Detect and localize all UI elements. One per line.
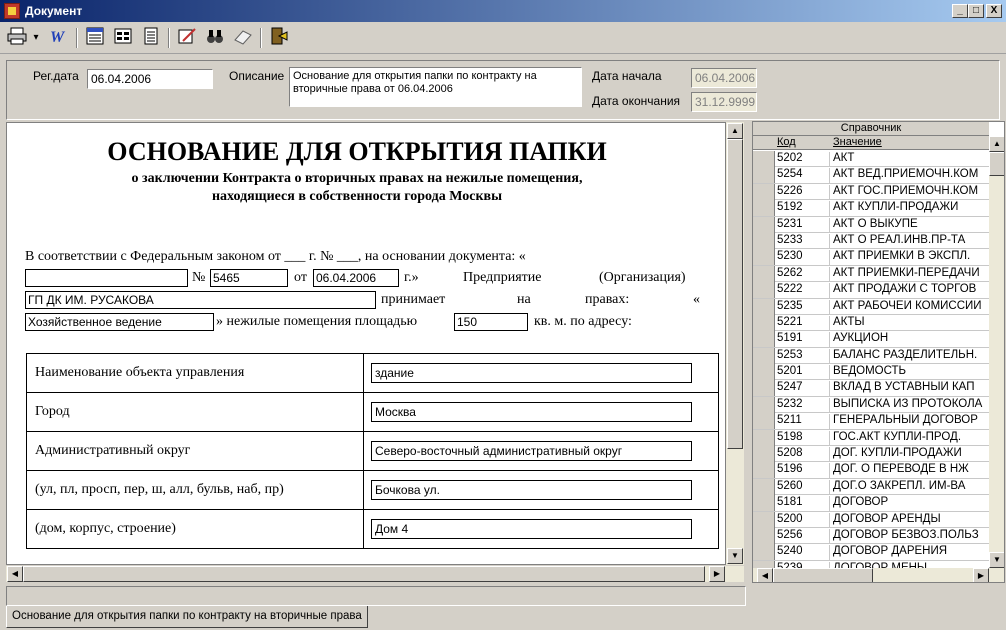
close-button[interactable]: X (986, 4, 1002, 18)
row-indicator (753, 462, 775, 478)
reference-value: ДОГ. О ПЕРЕВОДЕ В НЖ (829, 463, 989, 478)
scroll-down-icon[interactable]: ▼ (727, 548, 743, 564)
reference-code: 5231 (777, 217, 803, 230)
list-item[interactable] (753, 430, 989, 446)
regdate-field[interactable]: 06.04.2006 (87, 69, 213, 89)
list-item[interactable] (753, 282, 989, 298)
scroll-down-icon[interactable]: ▼ (989, 552, 1005, 568)
scroll-thumb[interactable] (989, 152, 1005, 176)
from-label: от (294, 270, 307, 285)
table-row (27, 354, 719, 393)
object-name-label: Наименование объекта управления (27, 354, 364, 393)
reference-code: 5211 (777, 414, 802, 427)
reference-value: ДОГОВОР БЕЗВОЗ.ПОЛЬЗ (829, 529, 989, 544)
reference-value: АКТ КУПЛИ-ПРОДАЖИ (829, 201, 989, 216)
year-suffix: г.» (404, 270, 419, 285)
table-row (27, 510, 719, 549)
page-icon[interactable] (140, 27, 162, 49)
building-label: (дом, корпус, строение) (27, 510, 364, 549)
table-row (27, 393, 719, 432)
district-field[interactable]: Северо-восточный административный округ (371, 441, 692, 461)
building-field[interactable]: Дом 4 (371, 519, 692, 539)
window-title: Документ (25, 4, 83, 18)
reference-value: АКТ (829, 152, 989, 167)
scroll-left-icon[interactable]: ◀ (757, 568, 773, 583)
law-reference-text: В соответствии с Федеральным законом от ___ г. № ___, на основании документа: « (25, 249, 526, 264)
area-text: » нежилые помещения площадью (216, 314, 418, 329)
row-indicator (753, 233, 775, 249)
document-horizontal-scrollbar[interactable] (6, 565, 744, 582)
minimize-button[interactable]: _ (952, 4, 968, 18)
list-item[interactable] (753, 495, 989, 511)
description-label: Описание (229, 69, 285, 83)
scroll-up-icon[interactable]: ▲ (989, 136, 1005, 152)
reference-code: 5196 (777, 463, 803, 476)
district-label: Административный округ (27, 432, 364, 471)
list-item[interactable] (753, 380, 989, 396)
reference-value: АКТ РАБОЧЕЙ КОМИССИИ (829, 300, 989, 315)
edit-icon[interactable] (176, 27, 198, 49)
code-column-header[interactable]: Код (777, 136, 796, 148)
list-item[interactable] (753, 331, 989, 347)
number-label: № (192, 270, 206, 285)
row-indicator (753, 299, 775, 315)
organization-label: (Организация) (599, 270, 686, 285)
list-item[interactable] (753, 200, 989, 216)
open-quote: « (693, 292, 700, 307)
row-indicator (753, 315, 775, 331)
list-item[interactable] (753, 446, 989, 462)
reference-code: 5247 (777, 381, 803, 394)
reference-code: 5232 (777, 397, 803, 410)
reference-value: АУКЦИОН (829, 332, 989, 347)
document-number-field[interactable]: 5465 (210, 269, 288, 287)
row-indicator (753, 512, 775, 528)
binoculars-icon[interactable] (204, 27, 226, 49)
hscroll-thumb[interactable] (23, 566, 705, 582)
reference-code: 5222 (777, 283, 803, 296)
enterprise-label: Предприятие (463, 270, 542, 285)
reference-code: 5230 (777, 250, 803, 263)
row-indicator (753, 495, 775, 511)
organization-name-field[interactable]: ГП ДК ИМ. РУСАКОВА (25, 291, 376, 309)
reference-code: 5240 (777, 545, 803, 558)
value-column-header[interactable]: Значение (833, 136, 882, 148)
reference-header (753, 136, 989, 150)
reference-code: 5200 (777, 512, 803, 525)
on-label: на (517, 292, 531, 307)
document-subtitle-1: о заключении Контракта о вторичных правах на нежилые помещения, (131, 171, 583, 186)
row-indicator (753, 282, 775, 298)
reference-value: ВЕДОМОСТЬ (829, 365, 989, 380)
row-indicator (753, 479, 775, 495)
reference-value: ГОС.АКТ КУПЛИ-ПРОД. (829, 431, 989, 446)
reference-code: 5202 (777, 152, 803, 164)
document-title: ОСНОВАНИЕ ДЛЯ ОТКРЫТИЯ ПАПКИ (107, 137, 607, 166)
reference-value: ДОГОВОР ДАРЕНИЯ (829, 545, 989, 560)
document-name-field[interactable] (25, 269, 188, 287)
reference-horizontal-scrollbar[interactable] (753, 568, 1005, 583)
app-icon (4, 3, 20, 19)
street-label: (ул, пл, просп, пер, ш, алл, бульв, наб, пр) (27, 471, 364, 510)
table-row (27, 471, 719, 510)
street-field[interactable]: Бочкова ул. (371, 480, 692, 500)
document-view (6, 122, 726, 565)
reference-value: АКТ ПРИЕМКИ В ЭКСПЛ. (829, 250, 989, 265)
form-icon[interactable] (112, 27, 134, 49)
row-indicator (753, 167, 775, 183)
reference-value: АКТ ПРОДАЖИ С ТОРГОВ (829, 283, 989, 298)
reference-code: 5262 (777, 266, 803, 279)
object-info-table (26, 353, 719, 549)
reference-code: 5198 (777, 430, 803, 443)
row-indicator (753, 331, 775, 347)
city-field[interactable]: Москва (371, 402, 692, 422)
reference-code: 5192 (777, 201, 803, 214)
area-field[interactable]: 150 (454, 313, 528, 331)
reference-value: ДОГОВОР АРЕНДЫ (829, 513, 989, 528)
row-indicator (753, 413, 775, 429)
row-indicator (753, 397, 775, 413)
reference-value: АКТ О РЕАЛ.ИНВ.ПР-ТА (829, 234, 989, 249)
document-date-field[interactable]: 06.04.2006 (313, 269, 399, 287)
list-item[interactable] (753, 299, 989, 315)
list-item[interactable] (753, 184, 989, 200)
list-item[interactable] (753, 364, 989, 380)
exit-icon[interactable] (268, 27, 290, 49)
list-item[interactable] (753, 348, 989, 364)
scroll-left-icon[interactable]: ◀ (7, 566, 23, 582)
scroll-thumb[interactable] (727, 139, 743, 449)
status-bar (6, 586, 746, 606)
list-item[interactable] (753, 167, 989, 183)
reference-value: ДОГ. КУПЛИ-ПРОДАЖИ (829, 447, 989, 462)
list-item[interactable] (753, 233, 989, 249)
reference-title: Справочник (753, 122, 989, 136)
table-row (27, 432, 719, 471)
row-indicator (753, 446, 775, 462)
list-item[interactable] (753, 397, 989, 413)
description-field[interactable]: Основание для открытия папки по контракту на вторичные права от 06.04.2006 (289, 67, 582, 107)
right-type-field[interactable]: Хозяйственное ведение (25, 313, 214, 331)
row-indicator (753, 544, 775, 560)
document-subtitle-2: находящиеся в собственности города Москвы (211, 189, 503, 204)
row-indicator (753, 380, 775, 396)
address-text: кв. м. по адресу: (534, 314, 632, 329)
accepts-label: принимает (381, 292, 446, 307)
list-item[interactable] (753, 249, 989, 265)
reference-value: АКТ О ВЫКУПЕ (829, 218, 989, 233)
reference-value: ГЕНЕРАЛЬНЫЙ ДОГОВОР (829, 414, 989, 429)
list-item[interactable] (753, 528, 989, 544)
reference-code: 5221 (777, 315, 803, 328)
reference-value: АКТ ВЕД.ПРИЕМОЧН.КОМ (829, 168, 989, 183)
regdate-label: Рег.дата (33, 69, 79, 83)
list-item[interactable] (753, 266, 989, 282)
reference-code: 5226 (777, 184, 803, 197)
scroll-right-icon[interactable]: ▶ (709, 566, 725, 582)
reference-value: ВКЛАД В УСТАВНЫЙ КАП (829, 381, 989, 396)
rights-label: правах: (585, 292, 630, 307)
scroll-up-icon[interactable]: ▲ (727, 123, 743, 139)
toolbar (0, 24, 1006, 54)
row-indicator (753, 217, 775, 233)
reference-value: АКТ ГОС.ПРИЕМОЧН.КОМ (829, 185, 989, 200)
reference-code: 5181 (777, 496, 803, 509)
reference-code: 5253 (777, 348, 803, 361)
list-item[interactable] (753, 151, 989, 167)
row-indicator (753, 151, 775, 167)
row-indicator (753, 266, 775, 282)
svg-text:W: W (50, 29, 65, 45)
table-icon[interactable] (84, 27, 106, 49)
reference-value: АКТЫ (829, 316, 989, 331)
printer-icon[interactable] (6, 27, 28, 49)
reference-code: 5235 (777, 299, 803, 312)
list-item[interactable] (753, 462, 989, 478)
tab-document[interactable]: Основание для открытия папки по контракту на вторичные права (6, 606, 368, 628)
row-indicator (753, 249, 775, 265)
row-indicator (753, 430, 775, 446)
eraser-icon[interactable] (232, 27, 254, 49)
row-indicator (753, 184, 775, 200)
list-item[interactable] (753, 512, 989, 528)
list-item[interactable] (753, 315, 989, 331)
document-vertical-scrollbar[interactable] (726, 122, 744, 565)
word-icon[interactable] (48, 27, 70, 49)
reference-code: 5254 (777, 168, 803, 181)
dropdown-icon[interactable]: ▾ (33, 32, 39, 43)
window-titlebar (0, 0, 1006, 22)
row-indicator (753, 348, 775, 364)
reference-value: БАЛАНС РАЗДЕЛИТЕЛЬН. (829, 349, 989, 364)
row-indicator (753, 200, 775, 216)
maximize-button[interactable]: □ (968, 4, 984, 18)
reference-code: 5208 (777, 447, 803, 460)
row-indicator (753, 364, 775, 380)
reference-list (753, 151, 989, 577)
list-item[interactable] (753, 479, 989, 495)
reference-code: 5201 (777, 365, 803, 378)
header-panel (6, 60, 1000, 120)
reference-value: ДОГОВОР (829, 496, 989, 511)
reference-vertical-scrollbar[interactable] (989, 136, 1005, 568)
list-item[interactable] (753, 217, 989, 233)
reference-value: ДОГ.О ЗАКРЕПЛ. ИМ-ВА (829, 480, 989, 495)
list-item[interactable] (753, 413, 989, 429)
reference-value: ВЫПИСКА ИЗ ПРОТОКОЛА (829, 398, 989, 413)
end-date-field: 31.12.9999 (691, 92, 757, 112)
hscroll-thumb[interactable] (773, 568, 873, 583)
scroll-right-icon[interactable]: ▶ (973, 568, 989, 583)
reference-code: 5233 (777, 233, 803, 246)
reference-panel (752, 121, 1005, 583)
reference-code: 5191 (777, 332, 803, 345)
reference-value: АКТ ПРИЕМКИ-ПЕРЕДАЧИ (829, 267, 989, 282)
reference-code: 5260 (777, 479, 803, 492)
start-date-field: 06.04.2006 (691, 68, 757, 88)
row-indicator (753, 528, 775, 544)
start-date-label: Дата начала (592, 69, 662, 83)
reference-code: 5256 (777, 528, 803, 541)
city-label: Город (27, 393, 364, 432)
list-item[interactable] (753, 544, 989, 560)
end-date-label: Дата окончания (592, 94, 681, 108)
object-name-field[interactable]: здание (371, 363, 692, 383)
